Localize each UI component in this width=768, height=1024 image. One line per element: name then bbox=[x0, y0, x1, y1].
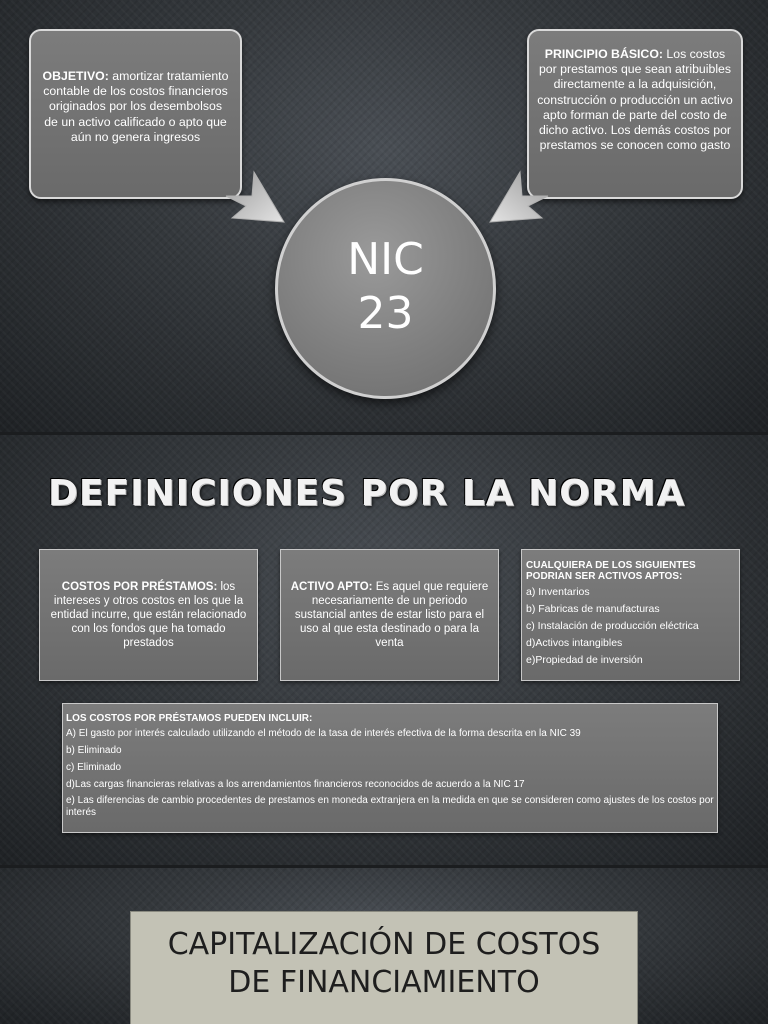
nic23-circle bbox=[275, 178, 496, 399]
capitalization-title-line2: DE FINANCIAMIENTO bbox=[228, 965, 540, 1000]
arrow-right-icon bbox=[480, 160, 552, 232]
list-item: c) Instalación de producción eléctrica bbox=[526, 620, 699, 632]
capitalization-title-box bbox=[130, 911, 638, 1024]
borrowing-costs-text: los intereses y otros costos en los que la entidad incurre, que están relacionado con los fondos que ha tomado prestados bbox=[50, 581, 247, 649]
arrow-left-icon bbox=[222, 160, 294, 232]
list-item: c) Eliminado bbox=[66, 762, 122, 773]
borrowing-costs-label: COSTOS POR PRÉSTAMOS: bbox=[61, 581, 218, 593]
qualifying-asset-label: ACTIVO APTO: bbox=[290, 581, 373, 593]
qualifying-list-title: CUALQUIERA DE LOS SIGUIENTES PODRIAN SER ACTIVOS APTOS: bbox=[526, 560, 696, 582]
circle-title-line2: 23 bbox=[357, 288, 414, 339]
qualifying-assets-list-box bbox=[521, 549, 740, 681]
principle-text: Los costos por prestamos que sean atribuibles directamente a la adquisición, construcción o producción un activo apto forman de parte del costo de dicho activo. Los demás costos por prestamos se conocen como gasto bbox=[537, 47, 733, 153]
list-item: e)Propiedad de inversión bbox=[526, 654, 643, 666]
slide-capitalization bbox=[0, 868, 768, 1024]
list-item: d)Las cargas financieras relativas a los arrendamientos financieros reconocidos de acuerdo a la NIC 17 bbox=[66, 779, 525, 790]
objective-label: OBJETIVO: bbox=[42, 69, 109, 83]
qualifying-asset-box bbox=[280, 549, 499, 681]
includes-title: LOS COSTOS POR PRÉSTAMOS PUEDEN INCLUIR: bbox=[66, 713, 313, 724]
list-item: b) Fabricas de manufacturas bbox=[526, 603, 660, 615]
objective-box bbox=[29, 29, 242, 199]
slide-definitions bbox=[0, 435, 768, 865]
list-item: b) Eliminado bbox=[66, 745, 122, 756]
qualifying-asset-text: Es aquel que requiere necesariamente de un periodo sustancial antes de estar listo para el uso al que esta destinado o para la venta bbox=[294, 581, 489, 649]
borrowing-costs-includes-box bbox=[62, 703, 718, 833]
list-item: e) Las diferencias de cambio procedentes de prestamos en moneda extranjera en la medida en que se consideren como ajustes de los costos por interés bbox=[66, 795, 714, 818]
list-item: A) El gasto por interés calculado utilizando el método de la tasa de interés efectiva de la forma descrita en la NIC 39 bbox=[66, 728, 581, 739]
capitalization-title-line1: CAPITALIZACIÓN DE COSTOS bbox=[167, 927, 601, 962]
principle-label: PRINCIPIO BÁSICO: bbox=[544, 47, 663, 61]
borrowing-costs-box bbox=[39, 549, 258, 681]
list-item: a) Inventarios bbox=[526, 586, 590, 598]
circle-title-line1: NIC bbox=[347, 234, 424, 285]
definitions-title: DEFINICIONES POR LA NORMA bbox=[48, 473, 686, 514]
slide-nic23-overview bbox=[0, 0, 768, 432]
principle-box bbox=[527, 29, 743, 199]
list-item: d)Activos intangibles bbox=[526, 637, 623, 649]
objective-text: amortizar tratamiento contable de los costos financieros originados por los desembolsos de un activo calificado o apto que aún no genera ingresos bbox=[43, 69, 229, 144]
